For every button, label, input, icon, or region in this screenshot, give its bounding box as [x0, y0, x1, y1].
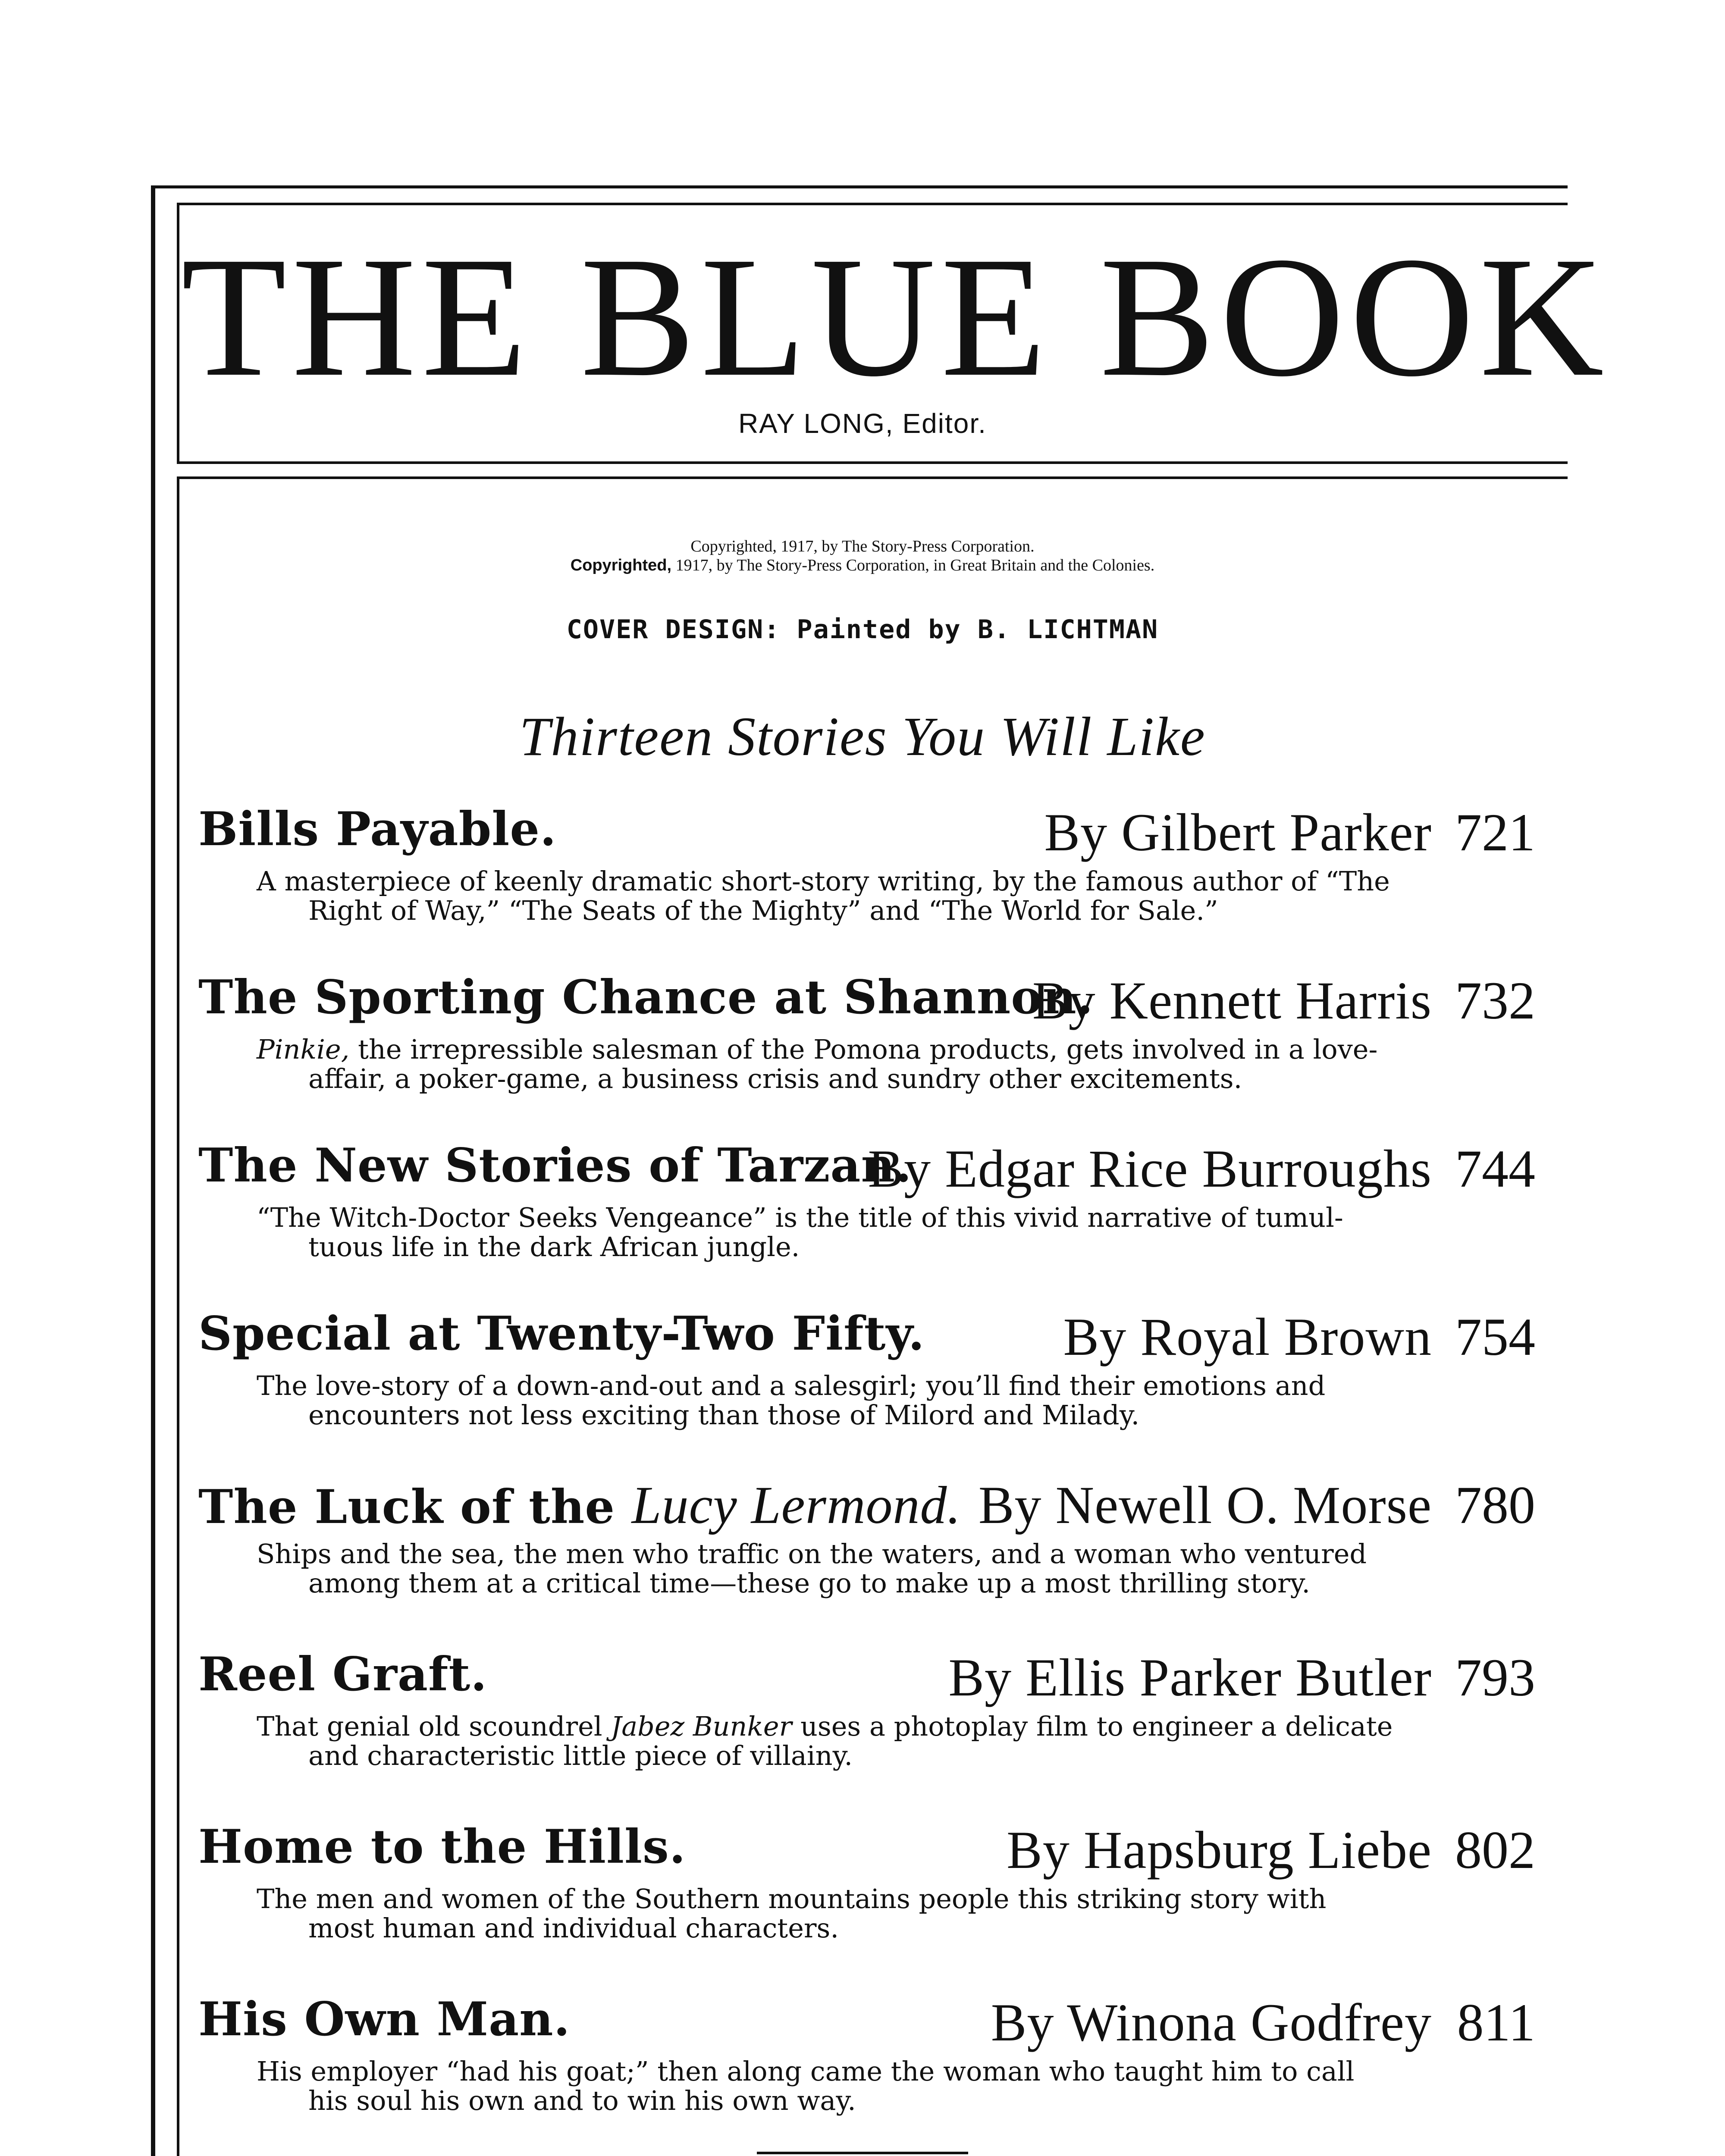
story-description-line-2: and characteristic little piece of villainy.: [308, 1740, 853, 1771]
story-description: [257, 1539, 1421, 1598]
story-entry: [198, 1307, 1535, 1445]
story-description-line-1: Ships and the sea, the men who traffic on the waters, and a woman who ventured: [257, 1538, 1367, 1570]
cover-design-credit: COVER DESIGN: Painted by B. LICHTMAN: [566, 614, 1159, 645]
story-page-number: 793: [1455, 1648, 1535, 1707]
story-header: [198, 1820, 1535, 1884]
story-header: [198, 1475, 1535, 1539]
story-byline-page: [868, 1138, 1535, 1200]
story-description-line-2: affair, a poker-game, a business crisis and sundry other excitements.: [308, 1063, 1242, 1094]
story-description: [257, 1203, 1421, 1262]
story-header: [198, 1992, 1535, 2057]
story-description-line-2: tuous life in the dark African jungle.: [308, 1231, 800, 1263]
story-description: [257, 1712, 1421, 1771]
story-description: [257, 867, 1421, 925]
story-entry: [198, 1820, 1535, 1958]
story-page-number: 732: [1455, 971, 1535, 1030]
story-byline-page: [1032, 970, 1535, 1031]
story-entry: [198, 1992, 1535, 2130]
copyright-line-2-bold: Copyrighted,: [570, 556, 672, 574]
section-heading: Thirteen Stories You Will Like: [519, 706, 1206, 767]
story-description-line-1: [257, 1712, 1421, 1741]
story-byline-page: [1007, 1820, 1535, 1881]
story-page-number: 780: [1455, 1476, 1535, 1535]
story-description-text: uses a photoplay film to engineer a delicate: [792, 1711, 1393, 1742]
story-entry: [198, 1475, 1535, 1613]
story-entry: [198, 1138, 1535, 1276]
story-entry: [198, 1647, 1535, 1785]
story-header: [198, 802, 1535, 867]
story-page-number: 721: [1455, 803, 1535, 862]
story-page-number: 802: [1455, 1821, 1535, 1880]
story-byline: By Royal Brown: [1063, 1307, 1432, 1366]
story-byline: By Kennett Harris: [1032, 971, 1432, 1030]
story-title: His Own Man.: [198, 1992, 571, 2046]
story-description-line-1: The men and women of the Southern mountains people this striking story with: [257, 1883, 1327, 1915]
story-description-text: the irrepressible salesman of the Pomona products, gets involved in a love-: [349, 1034, 1378, 1065]
story-header: [198, 1138, 1535, 1203]
story-byline: By Gilbert Parker: [1044, 803, 1432, 862]
masthead-bottom-rule-1: [177, 461, 1568, 464]
story-description: [257, 2057, 1421, 2115]
story-page-number: 754: [1455, 1307, 1535, 1366]
story-byline-page: [991, 1992, 1535, 2053]
story-description-line-2: Right of Way,” “The Seats of the Mighty” and “The World for Sale.”: [308, 895, 1218, 926]
story-page-number: 744: [1455, 1139, 1535, 1198]
copyright-line-2-rest: 1917, by The Story-Press Corporation, in Great Britain and the Colonies.: [671, 556, 1155, 574]
story-description: [257, 1884, 1421, 1943]
footer-divider: [757, 2152, 968, 2154]
story-title: The Sporting Chance at Shannon.: [198, 970, 1094, 1025]
frame-left-rule: [151, 185, 155, 2156]
copyright-notice: [0, 537, 1725, 575]
story-description-line-2: most human and individual characters.: [308, 1912, 839, 1944]
story-description-line-1: The love-story of a down-and-out and a salesgirl; you’ll find their emotions and: [257, 1370, 1326, 1401]
frame-top-rule-inner: [177, 203, 1568, 205]
story-byline: By Winona Godfrey: [991, 1993, 1432, 2052]
story-description-italic: Pinkie,: [257, 1034, 350, 1065]
magazine-title: THE BLUE BOOK: [181, 221, 1609, 412]
story-title-text: The Luck of the: [198, 1480, 632, 1534]
story-description-line-2: his soul his own and to win his own way.: [308, 2085, 856, 2116]
story-byline: By Ellis Parker Butler: [948, 1648, 1432, 1707]
story-title: Home to the Hills.: [198, 1820, 686, 1874]
story-description: [257, 1035, 1421, 1094]
story-header: [198, 1647, 1535, 1712]
story-description: [257, 1371, 1421, 1430]
story-title: The New Stories of Tarzan.: [198, 1138, 912, 1193]
story-header: [198, 970, 1535, 1035]
story-byline-page: [979, 1475, 1535, 1536]
story-description-line-1: “The Witch-Doctor Seeks Vengeance” is the title of this vivid narrative of tumul-: [257, 1202, 1343, 1233]
story-description-pre: That genial old scoundrel: [257, 1711, 611, 1742]
story-title: Bills Payable.: [198, 802, 557, 856]
story-byline: By Newell O. Morse: [978, 1476, 1432, 1535]
story-description-line-2: encounters not less exciting than those of Milord and Milady.: [308, 1399, 1140, 1431]
story-description-line-1: [257, 1035, 1421, 1064]
story-entry: [198, 802, 1535, 940]
story-title: Special at Twenty-Two Fifty.: [198, 1307, 925, 1361]
copyright-line-1: Copyrighted, 1917, by The Story-Press Corporation.: [690, 537, 1035, 555]
story-byline: By Hapsburg Liebe: [1007, 1821, 1432, 1880]
story-description-line-1: A masterpiece of keenly dramatic short-story writing, by the famous author of “The: [257, 865, 1390, 897]
masthead-bottom-rule-2: [177, 476, 1568, 479]
story-byline: By Edgar Rice Burroughs: [868, 1139, 1432, 1198]
story-title: Reel Graft.: [198, 1647, 487, 1702]
copyright-line-2: [0, 556, 1725, 575]
story-title: [198, 1475, 961, 1536]
story-entry: [198, 970, 1535, 1108]
story-byline-page: [1044, 802, 1535, 863]
story-description-line-2: among them at a critical time—these go to make up a most thrilling story.: [308, 1567, 1311, 1599]
story-byline-page: [1063, 1307, 1535, 1368]
frame-top-rule-outer: [151, 185, 1568, 188]
editor-line: RAY LONG, Editor.: [738, 408, 987, 439]
story-page-number: 811: [1457, 1993, 1535, 2052]
story-title-italic: Lucy Lermond.: [631, 1476, 961, 1535]
story-description-line-1: His employer “had his goat;” then along came the woman who taught him to call: [257, 2056, 1355, 2087]
story-byline-page: [948, 1647, 1535, 1708]
story-description-italic: Jabez Bunker: [611, 1711, 792, 1742]
story-header: [198, 1307, 1535, 1371]
